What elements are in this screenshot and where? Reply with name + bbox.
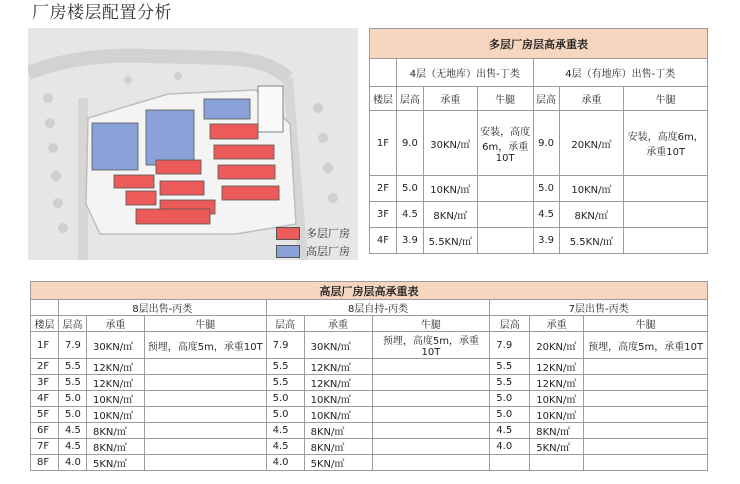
col-header: 层高 xyxy=(58,316,86,332)
col-header: 牛腿 xyxy=(624,87,708,111)
load-cell: 8KN/㎡ xyxy=(86,439,144,455)
load-cell: 20KN/㎡ xyxy=(530,332,584,359)
height-cell: 3.9 xyxy=(396,228,423,254)
load-cell: 5KN/㎡ xyxy=(86,455,144,471)
corbel-cell xyxy=(372,359,490,375)
floor-cell: 4F xyxy=(31,391,59,407)
corbel-cell xyxy=(624,228,708,254)
load-cell: 5KN/㎡ xyxy=(304,455,372,471)
height-cell: 5.0 xyxy=(266,391,304,407)
corbel-cell xyxy=(372,375,490,391)
group-header: 4层（有地库）出售-丁类 xyxy=(533,59,707,87)
corbel-cell xyxy=(624,202,708,228)
table-row xyxy=(370,111,708,176)
height-cell: 5.0 xyxy=(266,407,304,423)
height-cell: 5.0 xyxy=(533,176,559,202)
height-cell: 4.0 xyxy=(58,455,86,471)
floor-cell: 4F xyxy=(370,228,397,254)
load-cell: 10KN/㎡ xyxy=(530,391,584,407)
corbel-cell xyxy=(477,202,533,228)
height-cell: 5.5 xyxy=(490,375,530,391)
floor-cell: 7F xyxy=(31,439,59,455)
legend-high-rise xyxy=(276,243,350,259)
load-cell: 10KN/㎡ xyxy=(559,176,624,202)
corbel-cell xyxy=(144,375,266,391)
height-cell: 4.5 xyxy=(266,423,304,439)
load-cell: 10KN/㎡ xyxy=(423,176,477,202)
corbel-cell xyxy=(584,359,708,375)
height-cell: 4.0 xyxy=(266,455,304,471)
multi-storey-table xyxy=(369,28,708,254)
load-cell: 30KN/㎡ xyxy=(423,111,477,176)
corbel-cell xyxy=(372,407,490,423)
group-header: 4层（无地库）出售-丁类 xyxy=(396,59,533,87)
load-cell: 8KN/㎡ xyxy=(304,439,372,455)
table-row xyxy=(31,439,708,455)
height-cell: 7.9 xyxy=(266,332,304,359)
load-cell: 10KN/㎡ xyxy=(304,391,372,407)
corbel-cell xyxy=(624,176,708,202)
col-header: 牛腿 xyxy=(584,316,708,332)
load-cell: 12KN/㎡ xyxy=(86,375,144,391)
load-cell: 8KN/㎡ xyxy=(86,423,144,439)
height-cell: 5.5 xyxy=(58,375,86,391)
col-header: 牛腿 xyxy=(372,316,490,332)
col-header: 层高 xyxy=(266,316,304,332)
table-row xyxy=(31,391,708,407)
corbel-cell xyxy=(372,423,490,439)
corbel-cell xyxy=(144,391,266,407)
floor-cell: 2F xyxy=(31,359,59,375)
height-cell: 5.0 xyxy=(490,391,530,407)
corbel-cell xyxy=(584,455,708,471)
legend-multi-storey xyxy=(276,225,350,241)
corbel-cell xyxy=(584,439,708,455)
floor-cell: 8F xyxy=(31,455,59,471)
corbel-cell xyxy=(584,423,708,439)
site-plan-map xyxy=(28,28,358,260)
height-cell: 9.0 xyxy=(533,111,559,176)
load-cell: 12KN/㎡ xyxy=(304,359,372,375)
height-cell: 9.0 xyxy=(396,111,423,176)
table-row xyxy=(31,455,708,471)
load-cell: 5.5KN/㎡ xyxy=(559,228,624,254)
high-rise-table xyxy=(30,281,708,471)
height-cell: 5.5 xyxy=(266,359,304,375)
col-header: 承重 xyxy=(423,87,477,111)
legend-label: 高层厂房 xyxy=(306,245,350,258)
group-header: 8层自持-丙类 xyxy=(266,300,490,316)
height-cell xyxy=(490,455,530,471)
high-rise-swatch xyxy=(276,245,300,258)
load-cell: 12KN/㎡ xyxy=(86,359,144,375)
height-cell: 4.0 xyxy=(490,439,530,455)
height-cell: 4.5 xyxy=(396,202,423,228)
corbel-cell xyxy=(372,439,490,455)
table-row xyxy=(370,202,708,228)
height-cell: 5.0 xyxy=(396,176,423,202)
table-row xyxy=(31,332,708,359)
table-row xyxy=(370,176,708,202)
floor-cell: 6F xyxy=(31,423,59,439)
corbel-cell: 预埋，高度5m，承重10T xyxy=(144,332,266,359)
load-cell xyxy=(530,455,584,471)
load-cell: 12KN/㎡ xyxy=(530,359,584,375)
col-header: 牛腿 xyxy=(477,87,533,111)
floor-cell: 2F xyxy=(370,176,397,202)
load-cell: 8KN/㎡ xyxy=(304,423,372,439)
load-cell: 5KN/㎡ xyxy=(530,439,584,455)
height-cell: 4.5 xyxy=(266,439,304,455)
corbel-cell xyxy=(584,391,708,407)
corbel-cell xyxy=(372,455,490,471)
col-header: 承重 xyxy=(86,316,144,332)
corbel-cell: 安装，高度6m，承重10T xyxy=(624,111,708,176)
high-table-title: 高层厂房层高承重表 xyxy=(31,282,708,300)
load-cell: 12KN/㎡ xyxy=(530,375,584,391)
height-cell: 4.5 xyxy=(490,423,530,439)
col-header: 层高 xyxy=(396,87,423,111)
load-cell: 30KN/㎡ xyxy=(86,332,144,359)
height-cell: 5.5 xyxy=(266,375,304,391)
page-title: 厂房楼层配置分析 xyxy=(32,3,172,23)
table-row xyxy=(31,423,708,439)
load-cell: 12KN/㎡ xyxy=(304,375,372,391)
col-header: 承重 xyxy=(530,316,584,332)
load-cell: 10KN/㎡ xyxy=(86,407,144,423)
corbel-cell xyxy=(144,423,266,439)
table-row xyxy=(31,375,708,391)
legend-label: 多层厂房 xyxy=(306,227,350,240)
height-cell: 5.0 xyxy=(58,407,86,423)
corbel-cell: 预埋，高度5m，承重10T xyxy=(372,332,490,359)
load-cell: 10KN/㎡ xyxy=(304,407,372,423)
corbel-cell xyxy=(584,407,708,423)
corbel-cell xyxy=(144,439,266,455)
load-cell: 30KN/㎡ xyxy=(304,332,372,359)
height-cell: 4.5 xyxy=(58,423,86,439)
load-cell: 10KN/㎡ xyxy=(530,407,584,423)
corbel-cell xyxy=(584,375,708,391)
corbel-cell: 安装，高度6m，承重10T xyxy=(477,111,533,176)
floor-cell: 1F xyxy=(370,111,397,176)
col-header: 层高 xyxy=(533,87,559,111)
multi-table-title: 多层厂房层高承重表 xyxy=(370,29,708,59)
height-cell: 5.5 xyxy=(58,359,86,375)
corbel-cell xyxy=(144,407,266,423)
height-cell: 4.5 xyxy=(533,202,559,228)
col-header: 承重 xyxy=(304,316,372,332)
floor-cell: 3F xyxy=(370,202,397,228)
floor-cell: 3F xyxy=(31,375,59,391)
height-cell: 7.9 xyxy=(58,332,86,359)
floor-cell: 1F xyxy=(31,332,59,359)
corbel-cell xyxy=(372,391,490,407)
table-row xyxy=(370,228,708,254)
load-cell: 8KN/㎡ xyxy=(559,202,624,228)
height-cell: 5.0 xyxy=(58,391,86,407)
height-cell: 7.9 xyxy=(490,332,530,359)
multi-storey-swatch xyxy=(276,227,300,240)
col-header: 牛腿 xyxy=(144,316,266,332)
col-header: 层高 xyxy=(490,316,530,332)
corbel-cell: 预埋，高度5m，承重10T xyxy=(584,332,708,359)
load-cell: 8KN/㎡ xyxy=(423,202,477,228)
col-header: 楼层 xyxy=(31,316,59,332)
corbel-cell xyxy=(144,455,266,471)
load-cell: 10KN/㎡ xyxy=(86,391,144,407)
col-header: 楼层 xyxy=(370,87,397,111)
high-table-body xyxy=(31,332,708,471)
height-cell: 5.5 xyxy=(490,359,530,375)
corbel-cell xyxy=(144,359,266,375)
load-cell: 20KN/㎡ xyxy=(559,111,624,176)
height-cell: 3.9 xyxy=(533,228,559,254)
table-row xyxy=(31,359,708,375)
corbel-cell xyxy=(477,176,533,202)
load-cell: 5.5KN/㎡ xyxy=(423,228,477,254)
height-cell: 4.5 xyxy=(58,439,86,455)
height-cell: 5.0 xyxy=(490,407,530,423)
group-header: 7层出售-丙类 xyxy=(490,300,708,316)
col-header: 承重 xyxy=(559,87,624,111)
corbel-cell xyxy=(477,228,533,254)
floor-cell: 5F xyxy=(31,407,59,423)
group-header: 8层出售-丙类 xyxy=(58,300,266,316)
table-row xyxy=(31,407,708,423)
load-cell: 8KN/㎡ xyxy=(530,423,584,439)
